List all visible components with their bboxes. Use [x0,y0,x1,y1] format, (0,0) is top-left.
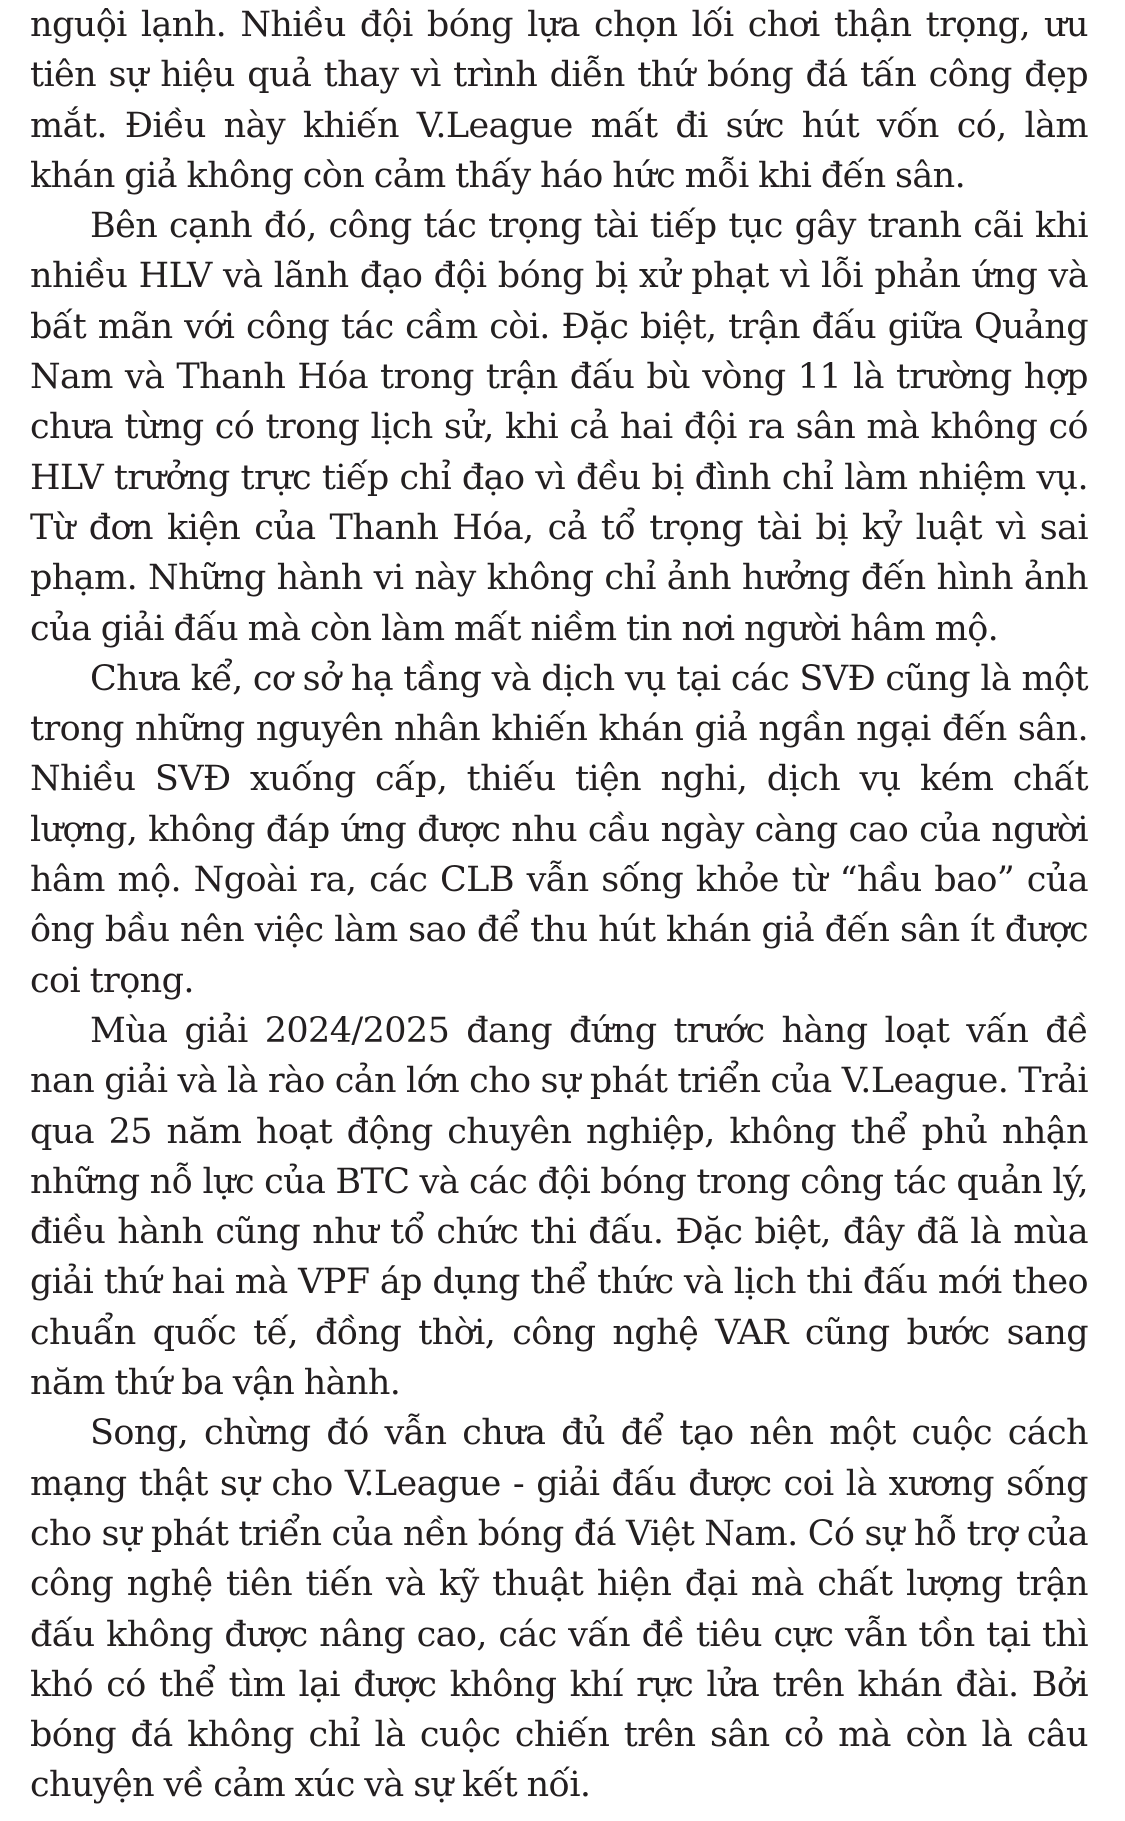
paragraph-continuation: nguội lạnh. Nhiều đội bóng lựa chọn lối chơi thận trọng, ưu tiên sự hiệu quả thay vì trình diễn thứ bóng đá tấn công đẹp mắt. Điều này khiến V.League mất đi sức hút vốn có, làm khán giả không còn cảm thấy háo hức mỗi khi đến sân. [30,5,1088,196]
paragraph-conclusion: Song, chừng đó vẫn chưa đủ để tạo nên một cuộc cách mạng thật sự cho V.League - giải đấu được coi là xương sống cho sự phát triển của nền bóng đá Việt Nam. Có sự hỗ trợ của công nghệ tiên tiến và kỹ thuật hiện đại mà chất lượng trận đấu không được nâng cao, các vấn đề tiêu cực vẫn tồn tại thì khó có thể tìm lại được không khí rực lửa trên khán đài. Bởi bóng đá không chỉ là cuộc chiến trên sân cỏ mà còn là câu chuyện về cảm xúc và sự kết nối. [30,1413,1088,1806]
paragraph-infrastructure: Chưa kể, cơ sở hạ tầng và dịch vụ tại các SVĐ cũng là một trong những nguyên nhân khiến khán giả ngần ngại đến sân. Nhiều SVĐ xuống cấp, thiếu tiện nghi, dịch vụ kém chất lượng, không đáp ứng được nhu cầu ngày càng cao của người hâm mộ. Ngoài ra, các CLB vẫn sống khỏe từ “hầu bao” của ông bầu nên việc làm sao để thu hút khán giả đến sân ít được coi trọng. [30,658,1088,1001]
paragraph-referee-controversy: Bên cạnh đó, công tác trọng tài tiếp tục gây tranh cãi khi nhiều HLV và lãnh đạo đội bóng bị xử phạt vì lỗi phản ứng và bất mãn với công tác cầm còi. Đặc biệt, trận đấu giữa Quảng Nam và Thanh Hóa trong trận đấu bù vòng 11 là trường hợp chưa từng có trong lịch sử, khi cả hai đội ra sân mà không có HLV trưởng trực tiếp chỉ đạo vì đều bị đình chỉ làm nhiệm vụ. Từ đơn kiện của Thanh Hóa, cả tổ trọng tài bị kỷ luật vì sai phạm. Những hành vi này không chỉ ảnh hưởng đến hình ảnh của giải đấu mà còn làm mất niềm tin nơi người hâm mộ. [30,206,1088,649]
paragraph-season-2024-2025: Mùa giải 2024/2025 đang đứng trước hàng loạt vấn đề nan giải và là rào cản lớn cho sự phát triển của V.League. Trải qua 25 năm hoạt động chuyên nghiệp, không thể phủ nhận những nỗ lực của BTC và các đội bóng trong công tác quản lý, điều hành cũng như tổ chức thi đấu. Đặc biệt, đây đã là mùa giải thứ hai mà VPF áp dụng thể thức và lịch thi đấu mới theo chuẩn quốc tế, đồng thời, công nghệ VAR cũng bước sang năm thứ ba vận hành. [30,1010,1088,1404]
article-page [30,0,1088,1811]
